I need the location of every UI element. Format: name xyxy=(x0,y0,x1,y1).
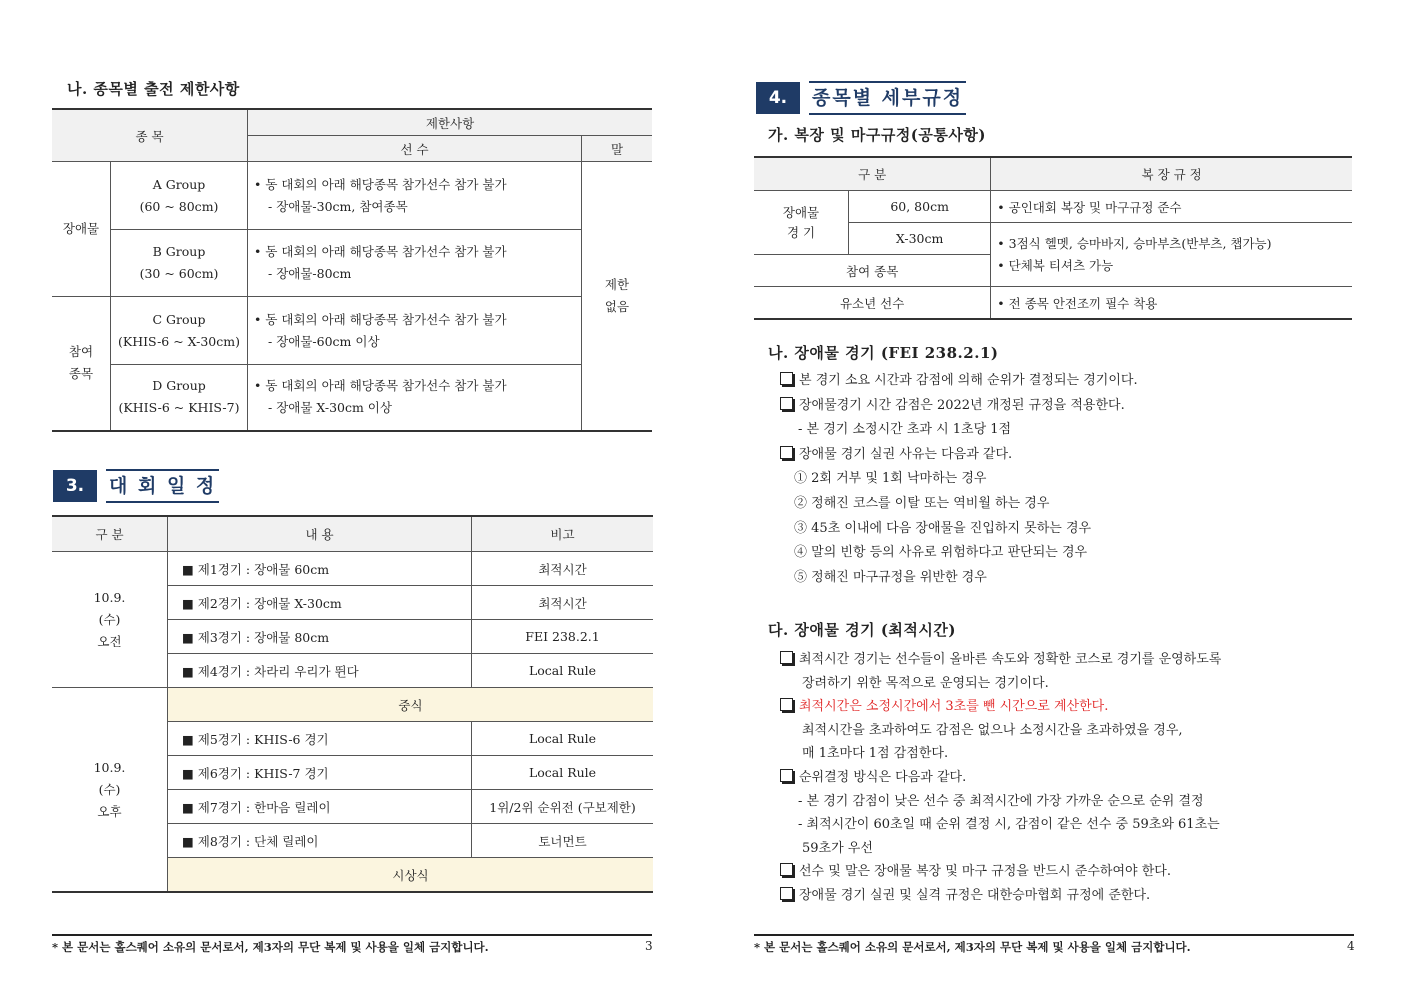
height-label: 60, 80cm xyxy=(849,191,991,223)
rule-text: 장려하기 위한 목적으로 운영되는 경기이다. xyxy=(802,675,1049,691)
rule-line xyxy=(798,813,1220,832)
group-name: A Group xyxy=(152,176,206,192)
restriction-line: • 동 대회의 아래 해당종목 참가선수 참가 불가 xyxy=(254,176,507,192)
schedule-item: ■ 제4경기 : 차라리 우리가 뛴다 xyxy=(168,654,472,688)
rule-text: ③ 45초 이내에 다음 장애물을 진입하지 못하는 경우 xyxy=(794,520,1092,536)
section-3-title: 대 회 일 정 xyxy=(106,469,219,503)
restriction-detail: - 장애물-80cm xyxy=(268,266,352,281)
checkbox-icon xyxy=(780,446,793,459)
schedule-note: Local Rule xyxy=(472,654,654,688)
obstacle-label: 장애물 경 기 xyxy=(754,191,849,255)
rule-text: 선수 및 말은 장애물 복장 및 마구 규정을 반드시 준수하여야 한다. xyxy=(799,864,1171,880)
schedule-note: 최적시간 xyxy=(472,586,654,620)
schedule-item: ■ 제3경기 : 장애물 80cm xyxy=(168,620,472,654)
header-restriction: 제한사항 xyxy=(248,109,653,136)
header-horse: 말 xyxy=(582,136,653,162)
rule-text: 장애물경기 시간 감점은 2022년 개정된 규정을 적용한다. xyxy=(799,397,1125,413)
schedule-item: ■ 제8경기 : 단체 릴레이 xyxy=(168,824,472,858)
rule-line xyxy=(802,742,948,761)
rule-text: 최적시간은 소정시간에서 3초를 뺀 시간으로 계산한다. xyxy=(799,699,1109,715)
rule-text: ⑤ 정해진 마구규정을 위반한 경우 xyxy=(794,569,987,585)
rider-restriction xyxy=(248,297,582,365)
rule-line xyxy=(780,766,966,785)
event-restriction-table xyxy=(52,108,652,432)
header-division: 구 분 xyxy=(754,157,991,191)
section-4-number: 4. xyxy=(756,82,800,114)
participation-label: 참여 종목 xyxy=(754,255,991,287)
section-4-title: 종목별 세부규정 xyxy=(809,81,966,115)
checkbox-icon xyxy=(780,887,793,900)
checkbox-icon xyxy=(780,769,793,782)
checkbox-icon xyxy=(780,397,793,410)
section-ga-title: 가. 복장 및 마구규정(공통사항) xyxy=(768,126,986,144)
group-name: B Group xyxy=(152,244,206,259)
header-rider: 선 수 xyxy=(248,136,582,162)
group-cell xyxy=(111,162,248,230)
rule-line xyxy=(798,418,1011,437)
restriction-detail: - 장애물 X-30cm 이상 xyxy=(268,400,392,416)
dress-rule: • 공인대회 복장 및 마구규정 준수 xyxy=(991,191,1352,223)
morning-label: 10.9. (수) 오전 xyxy=(52,552,168,688)
category-obstacle: 장애물 xyxy=(52,162,111,297)
group-range: (60 ~ 80cm) xyxy=(139,198,219,214)
checkbox-icon xyxy=(780,651,793,664)
rule-line xyxy=(802,719,1183,738)
header-event: 종 목 xyxy=(52,109,248,162)
rule-text: ④ 말의 빈항 등의 사유로 위험하다고 판단되는 경우 xyxy=(794,545,1088,561)
dress-rule: • 3점식 헬멧, 승마바지, 승마부츠(반부츠, 챕가능) xyxy=(997,235,1272,251)
rule-line xyxy=(780,369,1138,388)
group-range: (KHIS-6 ~ X-30cm) xyxy=(118,333,240,349)
rider-restriction xyxy=(248,230,582,297)
schedule-note: Local Rule xyxy=(472,756,654,790)
schedule-note: 1위/2위 순위전 (구보제한) xyxy=(472,790,654,824)
restriction-line: • 동 대회의 아래 해당종목 참가선수 참가 불가 xyxy=(254,311,507,327)
rule-line xyxy=(780,443,1012,462)
rule-text: ① 2회 거부 및 1회 낙마하는 경우 xyxy=(794,471,987,487)
rule-line xyxy=(794,467,986,486)
rider-restriction xyxy=(248,162,582,230)
rule-text: 장애물 경기 실권 및 실격 규정은 대한승마협회 규정에 준한다. xyxy=(799,888,1151,903)
schedule-item: ■ 제6경기 : KHIS-7 경기 xyxy=(168,756,472,790)
category-participation: 참여 종목 xyxy=(52,297,111,431)
group-range: (KHIS-6 ~ KHIS-7) xyxy=(118,400,240,416)
rule-text: 장애물 경기 실권 사유는 다음과 같다. xyxy=(799,446,1013,462)
rule-line xyxy=(798,790,1204,809)
lunch-row: 중식 xyxy=(168,688,654,722)
section-na-title: 나. 종목별 출전 제한사항 xyxy=(67,80,240,98)
rule-text: 최적시간을 초과하여도 감점은 없으나 소정시간을 초과하였을 경우, xyxy=(802,722,1183,738)
restriction-detail: - 장애물-30cm, 참여종목 xyxy=(268,198,408,214)
rule-line xyxy=(794,517,1091,536)
rule-line xyxy=(802,672,1049,691)
afternoon-label: 10.9. (수) 오후 xyxy=(52,688,168,893)
rule-line xyxy=(780,884,1150,903)
header-division: 구 분 xyxy=(52,516,168,552)
schedule-note: 최적시간 xyxy=(472,552,654,586)
rule-text: 59초가 우선 xyxy=(802,840,873,856)
schedule-note: Local Rule xyxy=(472,722,654,756)
page-number-right: 4 xyxy=(1347,939,1355,953)
group-range: (30 ~ 60cm) xyxy=(139,266,219,281)
rule-text: - 최적시간이 60초일 때 순위 결정 시, 감점이 같은 선수 중 59초와 61초는 xyxy=(798,817,1220,833)
rule-line xyxy=(780,860,1171,879)
restriction-detail: - 장애물-60cm 이상 xyxy=(268,333,380,349)
schedule-item: ■ 제5경기 : KHIS-6 경기 xyxy=(168,722,472,756)
group-name: C Group xyxy=(152,311,206,327)
height-label: X-30cm xyxy=(849,223,991,255)
rule-text: 최적시간 경기는 선수들이 올바른 속도와 정확한 코스로 경기를 운영하도록 xyxy=(799,652,1222,667)
restriction-line: • 동 대회의 아래 해당종목 참가선수 참가 불가 xyxy=(254,378,507,394)
header-content: 내 용 xyxy=(168,516,472,552)
group-cell xyxy=(111,365,248,431)
left-footer: * 본 문서는 홀스퀘어 소유의 문서로서, 제3자의 무단 복제 및 사용을 일체 금지합니다. xyxy=(52,934,652,955)
rule-line xyxy=(780,695,1108,714)
rule-line xyxy=(794,541,1087,560)
group-cell xyxy=(111,297,248,365)
checkbox-icon xyxy=(780,698,793,711)
dress-rule-cell xyxy=(991,223,1352,287)
rule-text: - 본 경기 감점이 낮은 선수 중 최적시간에 가장 가까운 순으로 순위 결정 xyxy=(798,793,1204,809)
rule-line xyxy=(794,492,1049,511)
group-cell xyxy=(111,230,248,297)
dress-rule: • 단체복 티셔츠 가능 xyxy=(997,257,1114,273)
checkbox-icon xyxy=(780,863,793,876)
section-3-number: 3. xyxy=(53,470,97,502)
rule-text: 본 경기 소요 시간과 감점에 의해 순위가 결정되는 경기이다. xyxy=(799,373,1138,388)
award-row: 시상식 xyxy=(168,858,654,893)
dress-code-table xyxy=(754,156,1352,320)
rule-text: - 본 경기 소정시간 초과 시 1초당 1점 xyxy=(798,422,1012,438)
dress-rule: • 전 종목 안전조끼 필수 착용 xyxy=(991,287,1352,320)
rule-text: 순위결정 방식은 다음과 같다. xyxy=(799,770,967,785)
rule-line xyxy=(802,837,873,856)
horse-no-limit: 제한 없음 xyxy=(582,162,653,431)
schedule-item: ■ 제7경기 : 한마음 릴레이 xyxy=(168,790,472,824)
checkbox-icon xyxy=(780,372,793,385)
section-da-title: 다. 장애물 경기 (최적시간) xyxy=(768,621,956,639)
schedule-item: ■ 제1경기 : 장애물 60cm xyxy=(168,552,472,586)
right-footer: * 본 문서는 홀스퀘어 소유의 문서로서, 제3자의 무단 복제 및 사용을 일체 금지합니다. xyxy=(754,934,1354,955)
rule-line xyxy=(794,566,987,585)
header-dress-rule: 복 장 규 정 xyxy=(991,157,1352,191)
rule-text: 매 1초마다 1점 감점한다. xyxy=(802,746,949,762)
schedule-table xyxy=(52,515,653,893)
section-na-obstacle-title: 나. 장애물 경기 (FEI 238.2.1) xyxy=(768,344,999,362)
schedule-note: 토너먼트 xyxy=(472,824,654,858)
rule-line xyxy=(780,394,1125,413)
schedule-note: FEI 238.2.1 xyxy=(472,620,654,654)
youth-label: 유소년 선수 xyxy=(754,287,991,320)
rider-restriction xyxy=(248,365,582,431)
rule-line xyxy=(780,648,1221,667)
group-name: D Group xyxy=(152,378,206,394)
restriction-line: • 동 대회의 아래 해당종목 참가선수 참가 불가 xyxy=(254,244,507,259)
header-note: 비고 xyxy=(472,516,654,552)
page-number-left: 3 xyxy=(645,939,653,953)
schedule-item: ■ 제2경기 : 장애물 X-30cm xyxy=(168,586,472,620)
rule-text: ② 정해진 코스를 이탈 또는 역비월 하는 경우 xyxy=(794,496,1050,511)
